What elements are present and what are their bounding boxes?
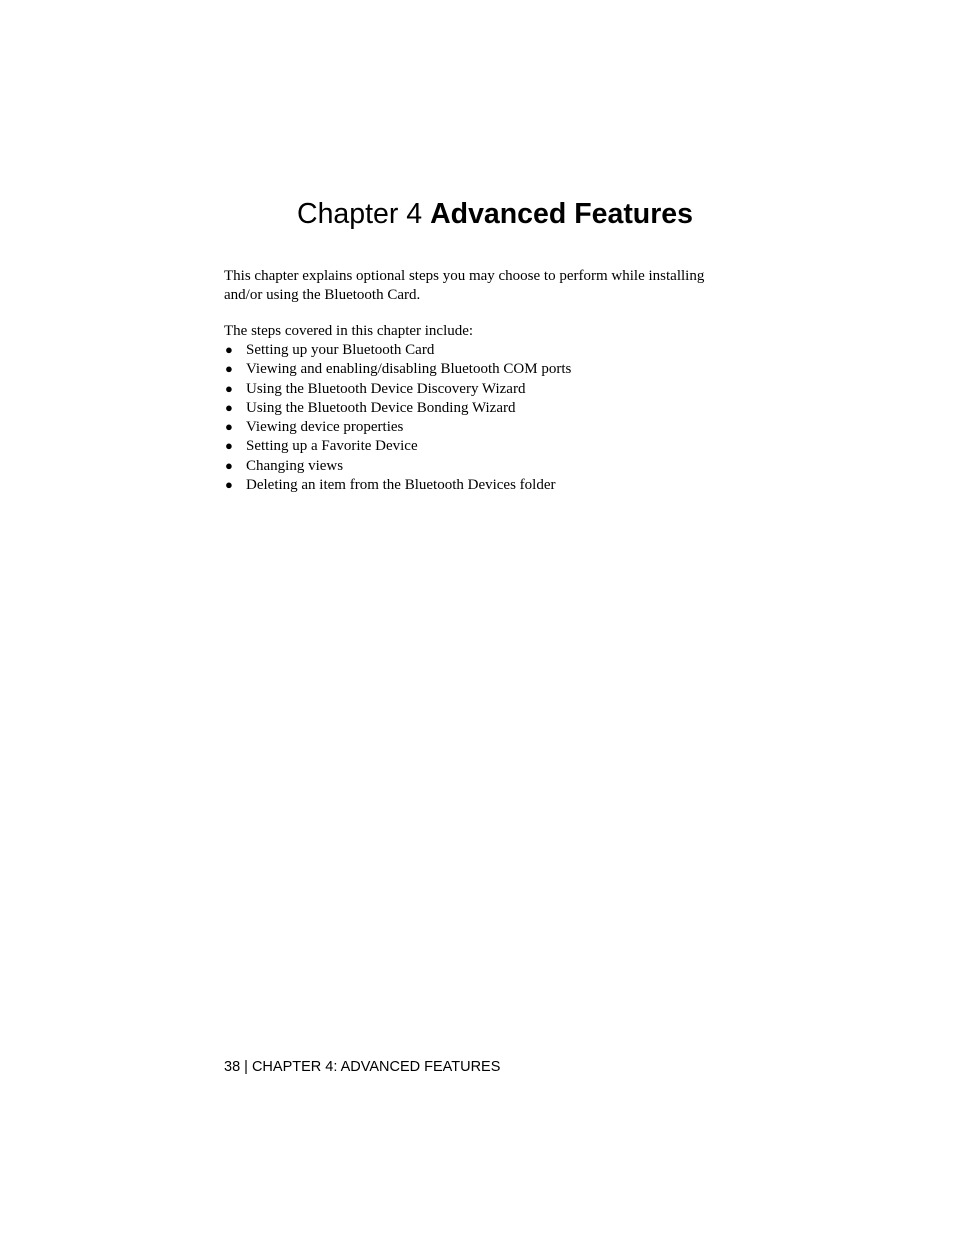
bullet-icon: ●: [225, 380, 233, 396]
bullet-icon: ●: [225, 342, 233, 357]
bullet-icon: ●: [225, 457, 233, 473]
steps-intro: The steps covered in this chapter include:: [224, 323, 474, 339]
bullet-icon: ●: [225, 438, 233, 454]
list-item-text: Using the Bluetooth Device Bonding Wizard: [246, 399, 516, 416]
list-item-text: Viewing and enabling/disabling Bluetooth COM ports: [246, 361, 572, 378]
list-item-text: Viewing device properties: [246, 419, 404, 436]
chapter-name: Advanced Features: [430, 198, 694, 230]
list-item-text: Setting up your Bluetooth Card: [246, 342, 435, 358]
bullet-icon: ●: [225, 419, 233, 435]
chapter-number: Chapter 4: [296, 198, 423, 230]
list-item: [224, 418, 571, 437]
list-item: [224, 476, 571, 495]
list-item-text: Setting up a Favorite Device: [246, 438, 418, 455]
list-item: [224, 360, 571, 379]
list-item: [224, 457, 571, 476]
bullet-icon: ●: [225, 361, 233, 377]
bullet-icon: ●: [225, 399, 233, 415]
bullet-icon: ●: [225, 477, 233, 493]
list-item: [224, 341, 571, 360]
list-item-text: Changing views: [246, 457, 344, 474]
steps-list: [224, 341, 571, 495]
page-footer: 38 | CHAPTER 4: ADVANCED FEATURES: [224, 1059, 501, 1075]
intro-paragraph: This chapter explains optional steps you may choose to perform while installing and/or using the Bluetooth Card.: [224, 268, 705, 303]
list-item: [224, 437, 571, 456]
list-item: [224, 399, 571, 418]
list-item-text: Deleting an item from the Bluetooth Devices folder: [246, 477, 556, 494]
chapter-title: [0, 196, 954, 232]
list-item: [224, 380, 571, 399]
list-item-text: Using the Bluetooth Device Discovery Wizard: [246, 380, 526, 397]
